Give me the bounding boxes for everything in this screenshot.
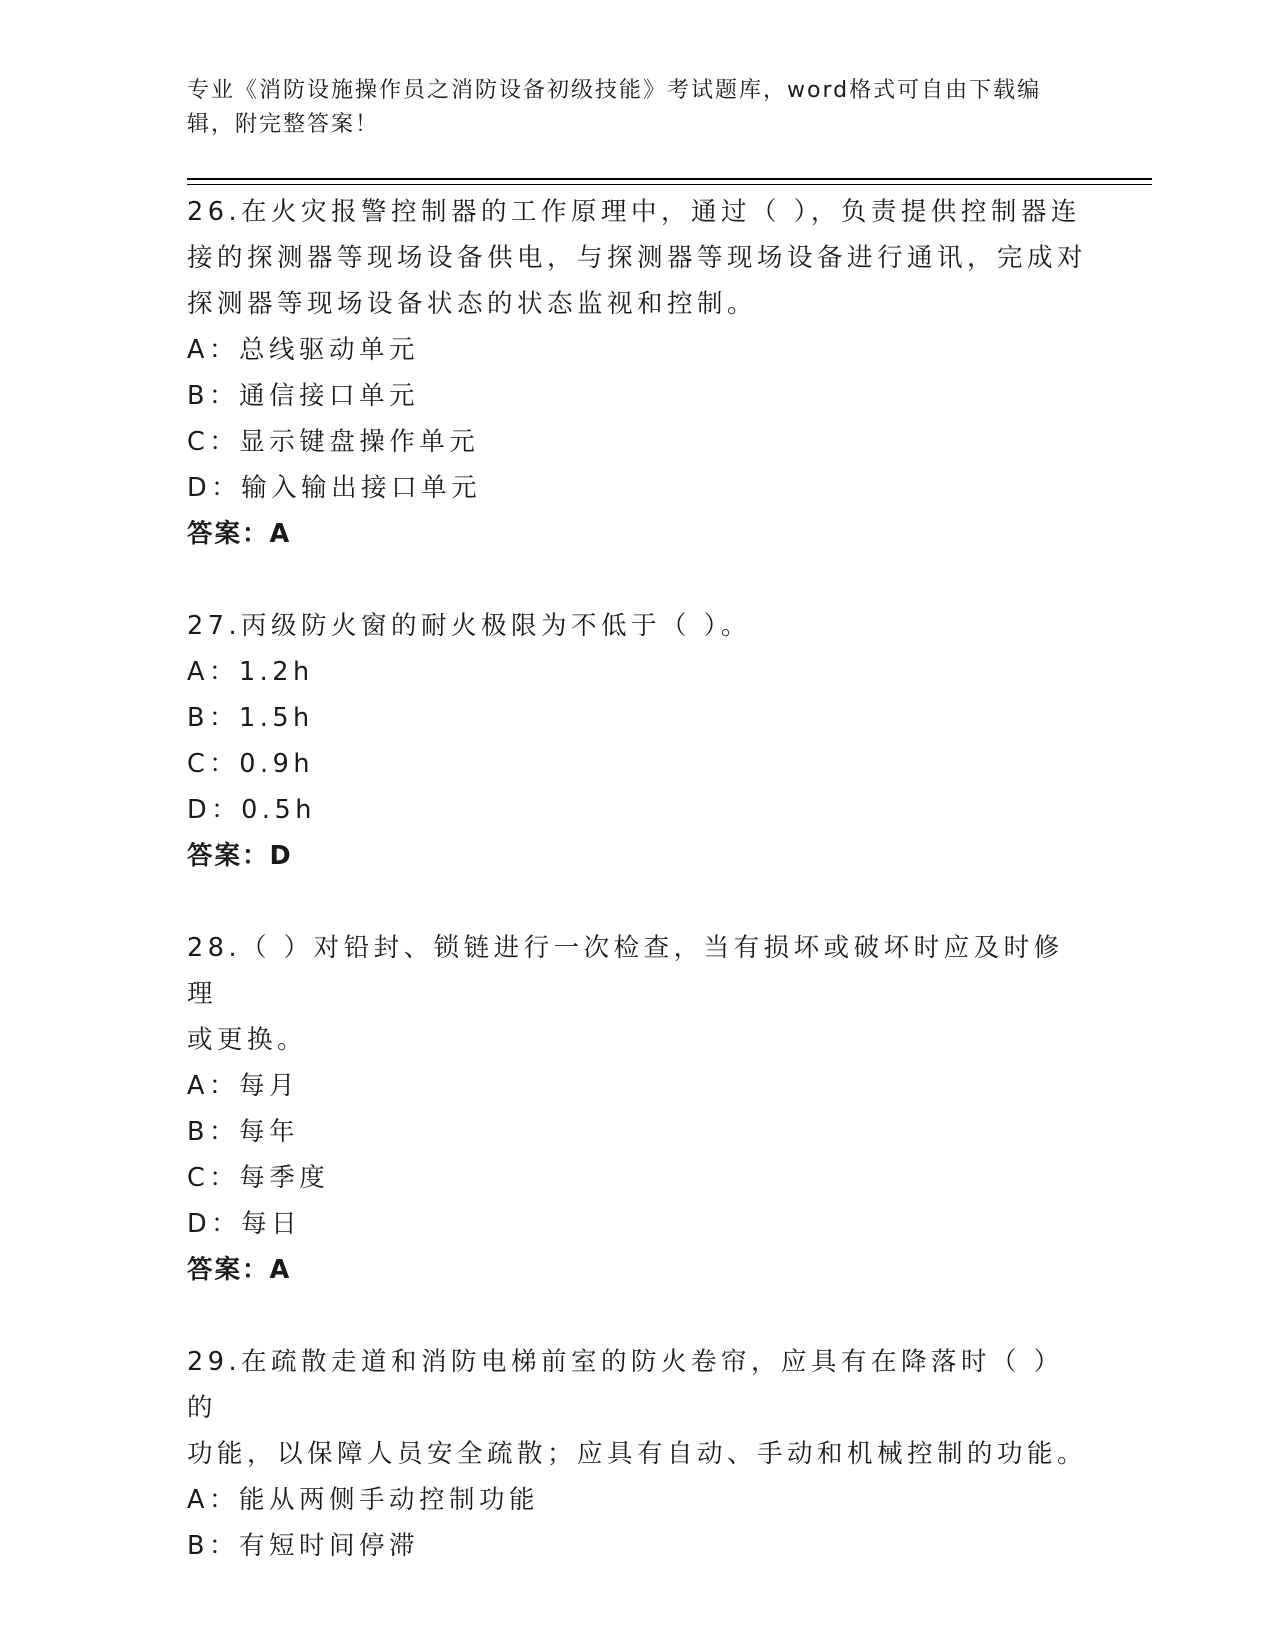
document-header bbox=[187, 74, 1067, 142]
question-spacer bbox=[187, 557, 1087, 603]
question-list bbox=[187, 189, 1087, 1569]
option-c: C：每季度 bbox=[187, 1163, 330, 1193]
header-divider-thin bbox=[187, 184, 1152, 185]
question-stem-line: 接的探测器等现场设备供电，与探测器等现场设备进行通讯，完成对 bbox=[187, 243, 1088, 273]
question-stem-line: 29.在疏散走道和消防电梯前室的防火卷帘，应具有在降落时（ ）的 bbox=[187, 1347, 1064, 1423]
option-c: C：0.9h bbox=[187, 749, 315, 779]
option-b: B：通信接口单元 bbox=[187, 381, 419, 411]
question-stem-line: 功能，以保障人员安全疏散；应具有自动、手动和机械控制的功能。 bbox=[187, 1439, 1088, 1469]
option-a: A：每月 bbox=[187, 1071, 299, 1101]
option-d: D：输入输出接口单元 bbox=[187, 473, 482, 503]
question-spacer bbox=[187, 1293, 1087, 1339]
option-c: C：显示键盘操作单元 bbox=[187, 427, 480, 457]
question-28 bbox=[187, 925, 1087, 1293]
option-a: A：1.2h bbox=[187, 657, 314, 687]
answer: 答案：A bbox=[187, 519, 292, 549]
header-line-1: 专业《消防设施操作员之消防设备初级技能》考试题库，word格式可自由下载编 bbox=[187, 78, 1042, 103]
question-spacer bbox=[187, 879, 1087, 925]
question-stem-line: 27.丙级防火窗的耐火极限为不低于（ ）。 bbox=[187, 611, 751, 641]
question-27 bbox=[187, 603, 1087, 879]
question-stem-line: 探测器等现场设备状态的状态监视和控制。 bbox=[187, 289, 758, 319]
question-stem-line: 或更换。 bbox=[187, 1025, 308, 1055]
header-divider-thick bbox=[187, 178, 1152, 180]
option-b: B：每年 bbox=[187, 1117, 299, 1147]
option-b: B：有短时间停滞 bbox=[187, 1531, 419, 1561]
option-d: D：每日 bbox=[187, 1209, 302, 1239]
answer: 答案：D bbox=[187, 841, 293, 871]
question-29 bbox=[187, 1339, 1087, 1569]
option-a: A：总线驱动单元 bbox=[187, 335, 419, 365]
answer: 答案：A bbox=[187, 1255, 292, 1285]
question-stem-line: 28.（ ）对铅封、锁链进行一次检查，当有损坏或破坏时应及时修理 bbox=[187, 933, 1064, 1009]
option-a: A：能从两侧手动控制功能 bbox=[187, 1485, 539, 1515]
option-b: B：1.5h bbox=[187, 703, 314, 733]
option-d: D：0.5h bbox=[187, 795, 316, 825]
question-stem-line: 26.在火灾报警控制器的工作原理中，通过（ ），负责提供控制器连 bbox=[187, 197, 1081, 227]
header-line-2: 辑，附完整答案！ bbox=[187, 112, 380, 137]
question-26 bbox=[187, 189, 1087, 557]
